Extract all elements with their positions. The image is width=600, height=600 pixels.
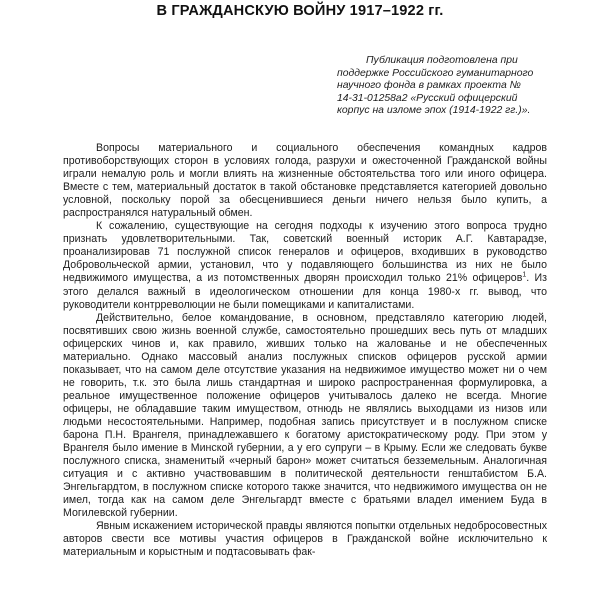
paragraph-text: Вопросы материального и социального обеспечения командных кадров противоборствующих сторон в условиях голода, разрухи и ожесточенной Гражданской войны играли немалую роль и могли влиять на жизненные обстоятельства того или иного офицера. Вместе с тем, материальный достаток в такой обстановке представляется категорией довольно условной, поскольку порой за обесценившиеся деньги ничего нельзя было купить, а распространялся натуральный обмен.: [63, 142, 547, 220]
epigraph-line: Публикация подготовлена при: [366, 55, 518, 66]
paragraph-text-tail: . Из этого делался важный в идеологическом отношении для конца 1980-х гг. вывод, что руководители контрреволюции не были помещиками и капиталистами.: [63, 272, 547, 311]
body-text: [63, 142, 547, 560]
paragraph: [63, 142, 547, 220]
paragraph: [63, 312, 547, 521]
epigraph-line: корпус на изломе эпох (1914-1922 гг.)».: [337, 105, 531, 117]
page-title: В ГРАЖДАНСКУЮ ВОЙНУ 1917–1922 гг.: [156, 3, 444, 19]
paragraph: [63, 520, 547, 559]
footnote-reference: 1: [522, 271, 527, 279]
paragraph-text: К сожалению, существующие на сегодня подходы к изучению этого вопроса трудно признать удовлетворительными. Так, советский военный историк А.Г. Кавтарадзе, проанализировав 71 послужной список генералов и офицеров, входивших в руководство Добровольческой армии, установил, что у подавляющего большинства из них не было недвижимого имущества, а из потомственных дворян происходил только 21% офицеров: [63, 220, 547, 285]
paragraph: [63, 220, 547, 311]
epigraph-block: [337, 55, 548, 118]
epigraph-line: научного фонда в рамках проекта №: [337, 80, 521, 92]
paragraph-text: Действительно, белое командование, в основном, представляло категорию людей, посвятивших свою жизнь военной службе, самостоятельно прошедших весь путь от младших офицерских чинов и, как правило, живших только на жалованье и не обеспеченных материально. Однако массовый анализ послужных списков офицеров русской армии показывает, что на самом деле отсутствие указания на недвижимое имущество может ни о чем не говорить, т.к. это была лишь стандартная и широко распространенная формулировка, а реальное имущественное положение офицеров учитывалось далеко не всегда. Многие офицеры, не обладавшие таким имуществом, отнюдь не являлись выходцами из низов или людьми несостоятельными. Например, подобная запись присутствует и в послужном списке барона П.Н. Врангеля, принадлежавшего к богатому аристократическому роду. При этом у Врангеля было имение в Минской губернии, а у его супруги – в Крыму. Если же следовать букве послужного списка, знаменитый «черный барон» может считаться безземельным. Аналогичная ситуация и с активно участвовавшим в политической деятельности генштабистом Б.А. Энгельгардтом, в послужном списке которого также значится, что недвижимого имущества он не имел, тогда как на самом деле Энгельгардт вместе с братьями владел имением Буда в Могилевской губернии.: [63, 311, 547, 520]
epigraph-line: поддержке Российского гуманитарного: [337, 67, 534, 79]
paragraph-text: Явным искажением исторической правды являются попытки отдельных недобросовестных авторов свести все мотивы участия офицеров в Гражданской войне исключительно к материальным и корыстным и подтасовывать фак-: [63, 520, 547, 559]
epigraph-line: 14-31-01258а2 «Русский офицерский: [337, 92, 518, 104]
